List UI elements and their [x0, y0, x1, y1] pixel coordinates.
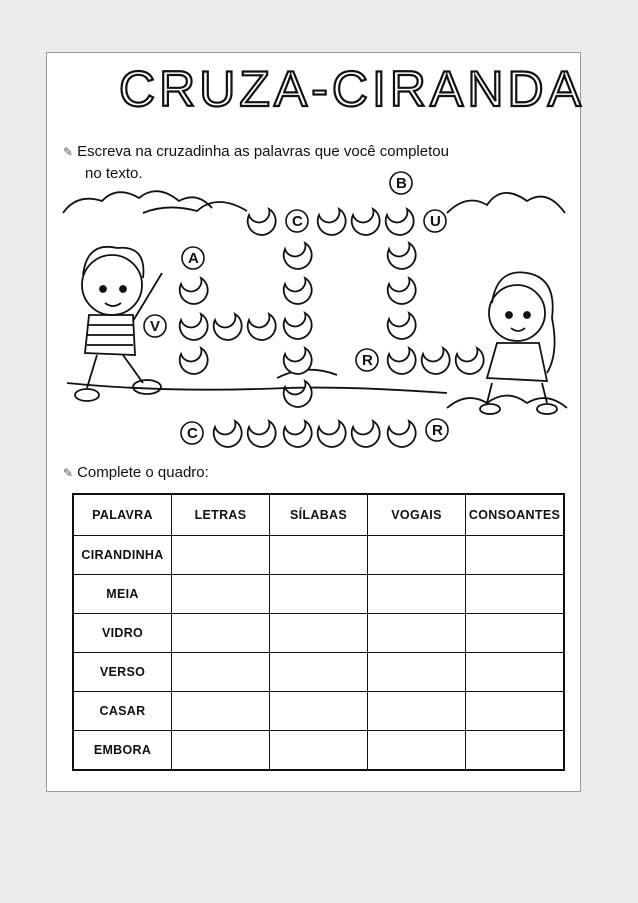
- answer-cell[interactable]: [368, 614, 466, 653]
- instruction-crossword-line1: Escreva na cruzadinha as palavras que você completou: [77, 143, 449, 160]
- letter-c-bottom: C: [187, 425, 198, 442]
- crossword-grid: [180, 209, 484, 447]
- answer-cell[interactable]: [466, 692, 565, 731]
- letter-a: A: [188, 250, 199, 267]
- word-cell: CASAR: [73, 692, 172, 731]
- header-vogais: VOGAIS: [368, 494, 466, 536]
- crossword-cell[interactable]: [352, 421, 380, 447]
- crossword-cell[interactable]: [284, 381, 312, 407]
- table-row: [73, 536, 564, 575]
- crossword-cell[interactable]: [388, 243, 416, 269]
- header-palavra: PALAVRA: [73, 494, 172, 536]
- instruction-table: [63, 463, 209, 483]
- table-row: [73, 731, 564, 771]
- table-row: [73, 575, 564, 614]
- answer-cell[interactable]: [368, 653, 466, 692]
- crossword-cell[interactable]: [318, 421, 346, 447]
- girl-illustration: [480, 272, 557, 414]
- answer-cell[interactable]: [270, 692, 368, 731]
- answer-cell[interactable]: [172, 692, 270, 731]
- crossword-cell[interactable]: [248, 209, 276, 235]
- word-cell: CIRANDINHA: [73, 536, 172, 575]
- answer-cell[interactable]: [172, 536, 270, 575]
- crossword-illustration: [47, 53, 580, 442]
- word-cell: MEIA: [73, 575, 172, 614]
- answer-cell[interactable]: [172, 653, 270, 692]
- crossword-cell[interactable]: [388, 313, 416, 339]
- answer-cell[interactable]: [466, 614, 565, 653]
- crossword-cell[interactable]: [388, 278, 416, 304]
- crossword-cell[interactable]: [180, 314, 208, 340]
- table-header-row: [73, 494, 564, 536]
- letter-u: U: [430, 213, 441, 230]
- header-letras: LETRAS: [172, 494, 270, 536]
- letter-r-mid: R: [362, 352, 373, 369]
- answer-cell[interactable]: [466, 536, 565, 575]
- answer-cell[interactable]: [270, 731, 368, 771]
- table-row: [73, 614, 564, 653]
- crossword-cell[interactable]: [284, 348, 312, 374]
- word-analysis-table: [72, 493, 565, 771]
- letter-r-bottom: R: [432, 422, 443, 439]
- header-silabas: SÍLABAS: [270, 494, 368, 536]
- answer-cell[interactable]: [270, 614, 368, 653]
- answer-cell[interactable]: [368, 575, 466, 614]
- word-cell: VERSO: [73, 653, 172, 692]
- answer-cell[interactable]: [270, 575, 368, 614]
- crossword-cell[interactable]: [386, 209, 414, 235]
- crossword-cell[interactable]: [284, 421, 312, 447]
- crossword-cell[interactable]: [180, 278, 208, 304]
- header-consoantes: CONSOANTES: [466, 494, 565, 536]
- crossword-cell[interactable]: [388, 421, 416, 447]
- crossword-cell[interactable]: [388, 348, 416, 374]
- letter-b: B: [396, 175, 407, 192]
- crossword-cell[interactable]: [248, 314, 276, 340]
- answer-cell[interactable]: [172, 575, 270, 614]
- crossword-cell[interactable]: [422, 348, 450, 374]
- crossword-cell[interactable]: [352, 209, 380, 235]
- word-cell: EMBORA: [73, 731, 172, 771]
- crossword-cell[interactable]: [284, 278, 312, 304]
- answer-cell[interactable]: [368, 692, 466, 731]
- answer-cell[interactable]: [466, 653, 565, 692]
- crossword-cell[interactable]: [456, 348, 484, 374]
- answer-cell[interactable]: [270, 536, 368, 575]
- worksheet-page: [46, 52, 585, 792]
- worksheet-title: CRUZA-CIRANDA: [119, 61, 585, 117]
- crossword-cell[interactable]: [214, 421, 242, 447]
- answer-cell[interactable]: [368, 536, 466, 575]
- crossword-cell[interactable]: [214, 314, 242, 340]
- letter-v: V: [150, 318, 161, 335]
- letter-c-top: C: [292, 213, 303, 230]
- answer-cell[interactable]: [368, 731, 466, 771]
- word-cell: VIDRO: [73, 614, 172, 653]
- pencil-icon: ✎: [63, 145, 74, 159]
- crossword-cell[interactable]: [318, 209, 346, 235]
- pencil-icon: ✎: [63, 466, 74, 480]
- instruction-crossword-line2: no texto.: [85, 165, 143, 182]
- crossword-cell[interactable]: [180, 348, 208, 374]
- answer-cell[interactable]: [270, 653, 368, 692]
- table-row: [73, 653, 564, 692]
- crossword-cell[interactable]: [284, 313, 312, 339]
- crossword-cell[interactable]: [284, 243, 312, 269]
- answer-cell[interactable]: [172, 731, 270, 771]
- answer-cell[interactable]: [172, 614, 270, 653]
- crossword-cell[interactable]: [248, 421, 276, 447]
- answer-cell[interactable]: [466, 575, 565, 614]
- answer-cell[interactable]: [466, 731, 565, 771]
- instruction-table-text: Complete o quadro:: [77, 464, 209, 481]
- table-row: [73, 692, 564, 731]
